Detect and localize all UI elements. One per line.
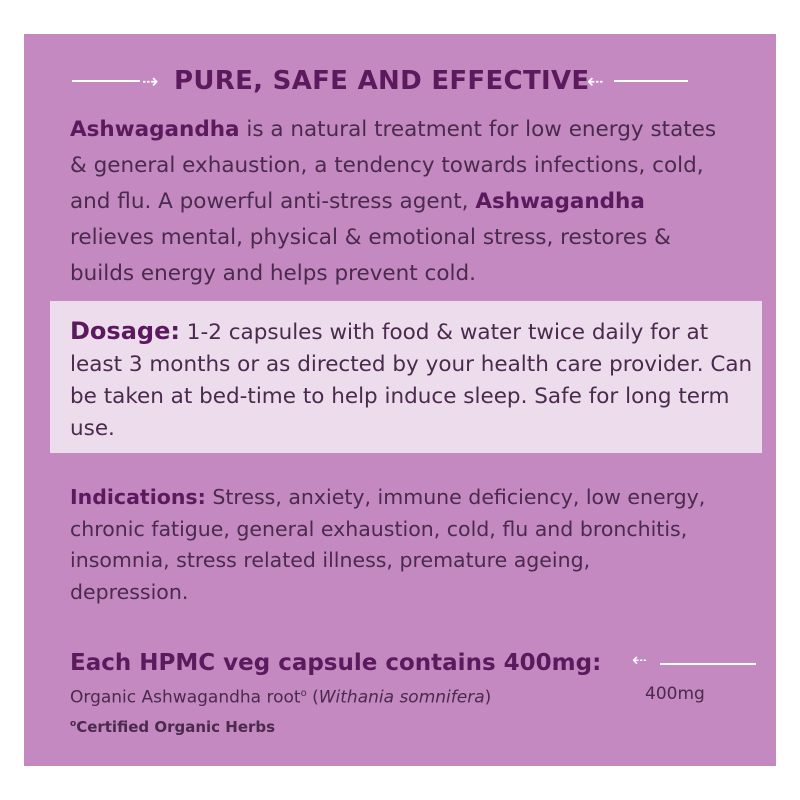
ingredient-latin-name: Withania somnifera <box>318 687 485 708</box>
intro-text-1: is a natural treatment for low energy states & general exhaustion, a tendency towards infections, cold, and flu. A powerful anti-stress agent, <box>70 117 717 214</box>
product-info-panel <box>24 34 776 766</box>
organic-mark: o <box>300 688 307 699</box>
certification-note <box>70 712 275 739</box>
latin-open: ( <box>306 687 319 708</box>
heading-divider-right <box>614 80 688 82</box>
indications-paragraph <box>70 482 710 608</box>
contains-title: Each HPMC veg capsule contains 400mg: <box>70 650 602 676</box>
dosage-paragraph <box>70 315 760 445</box>
intro-brand: Ashwagandha <box>70 117 240 142</box>
cert-text: Certified Organic Herbs <box>76 718 276 736</box>
contains-heading <box>70 646 750 680</box>
intro-paragraph <box>70 112 730 292</box>
dosage-label: Dosage: <box>70 317 180 345</box>
ingredient-name: Organic Ashwagandha root <box>70 687 301 708</box>
ingredient-amount: 400mg <box>645 684 705 704</box>
heading-title: PURE, SAFE AND EFFECTIVE <box>174 66 590 96</box>
arrow-left-icon: ⇠ <box>632 650 648 671</box>
ingredient-row <box>70 682 720 710</box>
dosage-box <box>50 301 762 453</box>
heading-divider-left <box>72 80 140 82</box>
intro-brand-2: Ashwagandha <box>475 189 645 214</box>
arrow-right-icon: ⇢ <box>142 69 159 93</box>
cert-mark: o <box>70 719 77 729</box>
dosage-text: 1-2 capsules with food & water twice daily for at least 3 months or as directed by your health care provider. Can be taken at bed-time to help induce sleep. Safe for long term use. <box>70 320 753 441</box>
section-heading <box>24 64 776 98</box>
indications-label: Indications: <box>70 485 206 509</box>
contains-divider <box>660 663 756 665</box>
indications-text: Stress, anxiety, immune deficiency, low energy, chronic fatigue, general exhaustion, cold, flu and bronchitis, insomnia, stress related illness, premature ageing, depression. <box>70 485 706 604</box>
intro-text-2: relieves mental, physical & emotional stress, restores & builds energy and helps prevent cold. <box>70 225 671 286</box>
arrow-left-icon: ⇠ <box>587 69 604 93</box>
latin-close: ) <box>484 687 492 708</box>
